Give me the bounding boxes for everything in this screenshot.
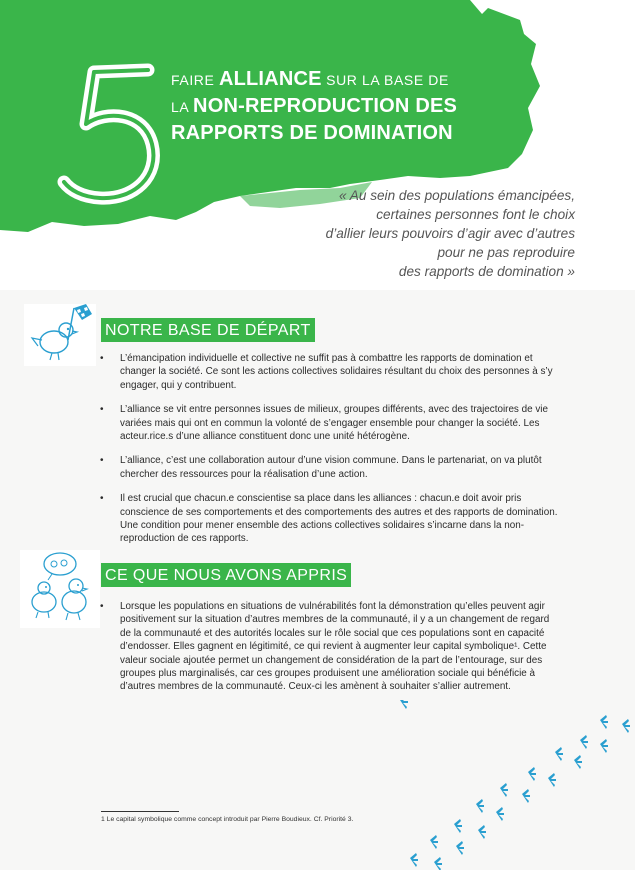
list-item: • L’alliance se vit entre personnes issues de milieux, groupes différents, avec des trajectoires de vie variées mais qui ont en commun la volonté de s’engager ensemble pour changer la société. Les acteur.rice.s d’une alliance constituent donc une unité hétérogène. [100, 403, 560, 443]
list-item: • Lorsque les populations en situations de vulnérabilités font la démonstration qu’elles peuvent agir positivement sur la situation d’autres membres de la communauté, il y a un changement de regard de la communauté et des autorités locales sur le rôle social que ces populations sont en capacité d’endosser. Elles gagnent en légitimité, ce qui revient à augmenter leur capital symbolique¹. Cette valeur sociale ajoutée permet un changement de considération de la part de l’entourage, sur des groupes plus marginalisés, car ces groupes produisent une amélioration sociale qui bénéficie à d’autres membres de la communauté. Ceux-ci les amènent à souhaiter s’allier autrement. [100, 600, 560, 694]
list-item: • L’alliance, c’est une collaboration autour d’une vision commune. Dans le partenariat, on va plutôt chercher des ressources pour la réalisation d’une action. [100, 454, 560, 481]
footnote-rule [101, 811, 179, 812]
svg-text:5: 5 [52, 58, 53, 59]
two-birds-icon [20, 550, 100, 628]
section-heading-base-de-depart: NOTRE BASE DE DÉPART [101, 318, 315, 342]
base-de-depart-list [100, 352, 560, 557]
list-item: • L’émancipation individuelle et collective ne suffit pas à combattre les rapports de domination et changer la société. Ce sont les actions collectives solidaires résultant du choix des personnes à s’y engager, qui y contribuent. [100, 352, 560, 392]
list-item: • Il est crucial que chacun.e conscientise sa place dans les alliances : chacun.e doit avoir pris conscience de ses comportements et des comportements des autres et des rapports de domination. Une condition pour mener ensemble des actions collectives solidaires s’incarne dans la non-reproduction de ces rapports. [100, 492, 560, 546]
intro-quote: « Au sein des populations émancipées, certaines personnes font le choix d’allier leurs pouvoirs d’agir avec d’autres pour ne pas reproduire des rapports de domination » [325, 188, 575, 279]
page-title: FAIRE ALLIANCE SUR LA BASE DE LA NON-REPRODUCTION DES RAPPORTS DE DOMINATION [171, 68, 458, 144]
bird-with-flag-icon [24, 300, 96, 366]
number-five-glyph [52, 58, 172, 208]
footprints-decoration [400, 700, 635, 870]
section-heading-appris: CE QUE NOUS AVONS APPRIS [101, 563, 351, 587]
appris-list [100, 600, 560, 705]
footnote: 1 Le capital symbolique comme concept introduit par Pierre Boudieux. Cf. Priorité 3. [101, 816, 354, 823]
